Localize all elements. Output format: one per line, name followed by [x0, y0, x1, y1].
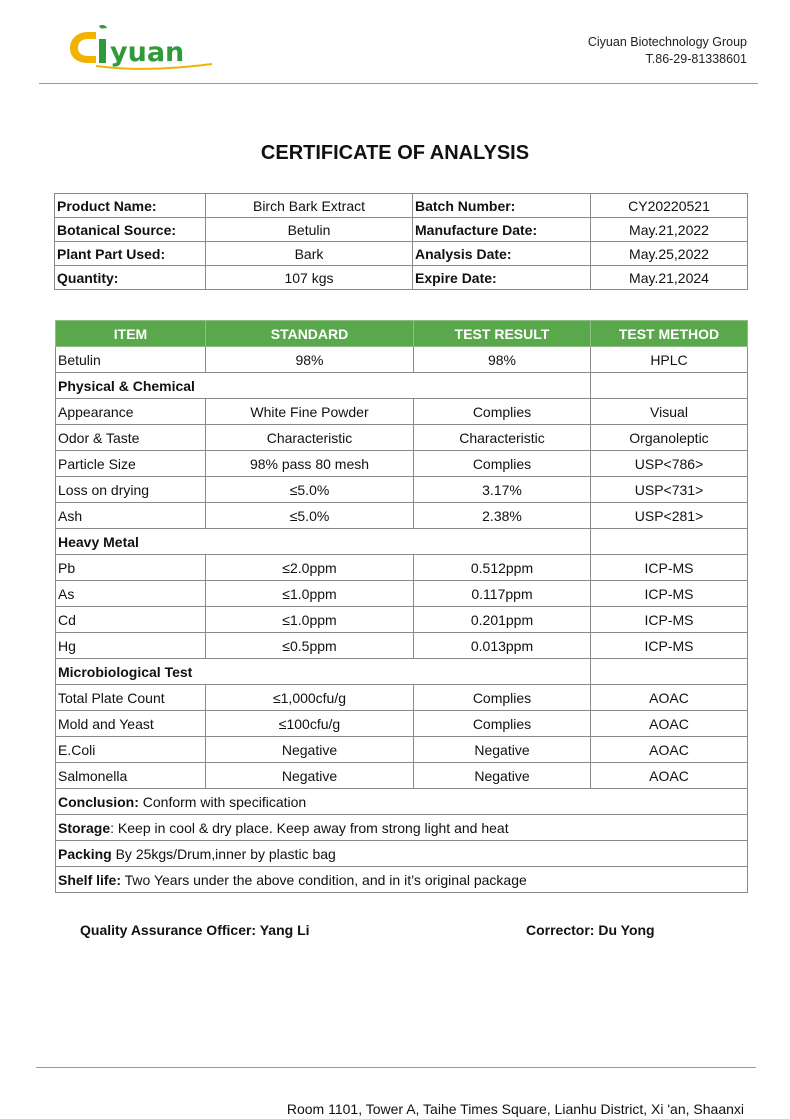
conclusion-text: Conform with specification — [138, 793, 307, 810]
standard-cell: Negative — [206, 737, 414, 763]
table-row — [56, 737, 748, 763]
method-cell: AOAC — [591, 763, 748, 789]
result-cell: 0.013ppm — [414, 633, 591, 659]
company-name: Ciyuan Biotechnology Group — [587, 35, 747, 49]
quantity-label: Quantity: — [55, 266, 206, 290]
section-row-heavy-metal — [56, 529, 748, 555]
manufacture-date-label: Manufacture Date: — [413, 218, 591, 242]
result-cell: 3.17% — [414, 477, 591, 503]
standard-cell: ≤5.0% — [206, 477, 414, 503]
method-cell: USP<731> — [591, 477, 748, 503]
page-title: CERTIFICATE OF ANALYSIS — [260, 142, 530, 164]
info-row — [55, 266, 748, 290]
table-row — [56, 763, 748, 789]
table-row — [56, 607, 748, 633]
expire-date-label: Expire Date: — [413, 266, 591, 290]
standard-cell: 98% — [206, 347, 414, 373]
info-row — [55, 242, 748, 266]
packing-text: By 25kgs/Drum,inner by plastic bag — [111, 845, 336, 862]
result-cell: 0.117ppm — [414, 581, 591, 607]
method-cell: USP<786> — [591, 451, 748, 477]
item-cell: Hg — [56, 633, 206, 659]
company-phone: T.86-29-81338601 — [645, 52, 747, 66]
empty-cell — [591, 529, 748, 555]
shelf-life-cell — [56, 867, 748, 893]
item-cell: Ash — [56, 503, 206, 529]
analysis-date-label: Analysis Date: — [413, 242, 591, 266]
analysis-date-value: May.25,2022 — [591, 242, 748, 266]
result-cell: 0.201ppm — [414, 607, 591, 633]
info-row — [55, 218, 748, 242]
result-cell: 2.38% — [414, 503, 591, 529]
column-header-item: ITEM — [56, 321, 206, 347]
shelf-life-text: Two Years under the above condition, and in it’s original package — [121, 871, 527, 888]
table-row — [56, 503, 748, 529]
result-cell: Complies — [414, 451, 591, 477]
product-info-table — [54, 193, 748, 290]
result-cell: Characteristic — [414, 425, 591, 451]
result-cell: Negative — [414, 737, 591, 763]
section-row-microbiological — [56, 659, 748, 685]
footer-address: Room 1101, Tower A, Taihe Times Square, Lianhu District, Xi 'an, Shaanxi — [286, 1101, 744, 1117]
item-cell: Loss on drying — [56, 477, 206, 503]
item-cell: Salmonella — [56, 763, 206, 789]
method-cell: AOAC — [591, 737, 748, 763]
standard-cell: ≤0.5ppm — [206, 633, 414, 659]
botanical-source-value: Betulin — [206, 218, 413, 242]
conclusion-cell — [56, 789, 748, 815]
results-header-row — [56, 321, 748, 347]
plant-part-label: Plant Part Used: — [55, 242, 206, 266]
method-cell: ICP-MS — [591, 607, 748, 633]
column-header-standard: STANDARD — [206, 321, 414, 347]
standard-cell: ≤5.0% — [206, 503, 414, 529]
table-row — [56, 633, 748, 659]
packing-label: Packing — [58, 845, 112, 862]
method-cell: Visual — [591, 399, 748, 425]
packing-cell — [56, 841, 748, 867]
empty-cell — [591, 373, 748, 399]
standard-cell: 98% pass 80 mesh — [206, 451, 414, 477]
item-cell: Total Plate Count — [56, 685, 206, 711]
method-cell: USP<281> — [591, 503, 748, 529]
method-cell: HPLC — [591, 347, 748, 373]
table-row — [56, 711, 748, 737]
result-cell: Complies — [414, 399, 591, 425]
table-row — [56, 685, 748, 711]
footer-divider — [36, 1067, 756, 1068]
method-cell: Organoleptic — [591, 425, 748, 451]
item-cell: Pb — [56, 555, 206, 581]
method-cell: ICP-MS — [591, 633, 748, 659]
standard-cell: ≤2.0ppm — [206, 555, 414, 581]
storage-cell — [56, 815, 748, 841]
section-label: Physical & Chemical — [56, 373, 591, 399]
shelf-life-label: Shelf life: — [58, 871, 122, 888]
standard-cell: Characteristic — [206, 425, 414, 451]
standard-cell: Negative — [206, 763, 414, 789]
item-cell: Mold and Yeast — [56, 711, 206, 737]
qa-officer-signature: Quality Assurance Officer: Yang Li — [80, 922, 310, 938]
method-cell: AOAC — [591, 685, 748, 711]
result-cell: 98% — [414, 347, 591, 373]
standard-cell: ≤1.0ppm — [206, 581, 414, 607]
result-cell: Negative — [414, 763, 591, 789]
batch-number-value: CY20220521 — [591, 194, 748, 218]
manufacture-date-value: May.21,2022 — [591, 218, 748, 242]
shelf-life-row — [56, 867, 748, 893]
method-cell: ICP-MS — [591, 581, 748, 607]
product-name-label: Product Name: — [55, 194, 206, 218]
conclusion-row — [56, 789, 748, 815]
product-name-value: Birch Bark Extract — [206, 194, 413, 218]
standard-cell: White Fine Powder — [206, 399, 414, 425]
section-label: Microbiological Test — [56, 659, 591, 685]
packing-row — [56, 841, 748, 867]
conclusion-label: Conclusion: — [58, 793, 139, 810]
ciyuan-logo — [66, 20, 216, 70]
quantity-value: 107 kgs — [206, 266, 413, 290]
table-row — [56, 399, 748, 425]
item-cell: Particle Size — [56, 451, 206, 477]
method-cell: ICP-MS — [591, 555, 748, 581]
company-info — [588, 34, 747, 68]
section-label: Heavy Metal — [56, 529, 591, 555]
item-cell: Betulin — [56, 347, 206, 373]
expire-date-value: May.21,2024 — [591, 266, 748, 290]
storage-text: : Keep in cool & dry place. Keep away from strong light and heat — [110, 819, 509, 836]
table-row — [56, 477, 748, 503]
corrector-signature: Corrector: Du Yong — [526, 922, 655, 938]
result-cell: 0.512ppm — [414, 555, 591, 581]
item-cell: As — [56, 581, 206, 607]
item-cell: E.Coli — [56, 737, 206, 763]
section-row-physical — [56, 373, 748, 399]
standard-cell: ≤1.0ppm — [206, 607, 414, 633]
info-row — [55, 194, 748, 218]
header-divider — [39, 83, 758, 84]
empty-cell — [591, 659, 748, 685]
result-cell: Complies — [414, 685, 591, 711]
analysis-results-table — [55, 320, 748, 893]
result-cell: Complies — [414, 711, 591, 737]
table-row — [56, 581, 748, 607]
standard-cell: ≤1,000cfu/g — [206, 685, 414, 711]
batch-number-label: Batch Number: — [413, 194, 591, 218]
column-header-test-method: TEST METHOD — [591, 321, 748, 347]
storage-row — [56, 815, 748, 841]
item-cell: Cd — [56, 607, 206, 633]
svg-text:yuan: yuan — [110, 37, 185, 68]
table-row — [56, 347, 748, 373]
botanical-source-label: Botanical Source: — [55, 218, 206, 242]
item-cell: Appearance — [56, 399, 206, 425]
table-row — [56, 425, 748, 451]
item-cell: Odor & Taste — [56, 425, 206, 451]
table-row — [56, 451, 748, 477]
plant-part-value: Bark — [206, 242, 413, 266]
table-row — [56, 555, 748, 581]
method-cell: AOAC — [591, 711, 748, 737]
column-header-test-result: TEST RESULT — [414, 321, 591, 347]
storage-label: Storage — [58, 819, 111, 836]
standard-cell: ≤100cfu/g — [206, 711, 414, 737]
